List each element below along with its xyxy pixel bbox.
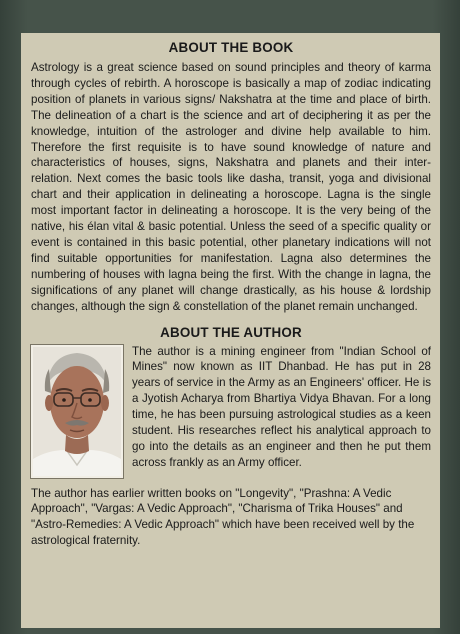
about-author-heading: ABOUT THE AUTHOR (160, 324, 302, 340)
about-book-text: Astrology is a great science based on sound principles and theory of karma through cycles of rebirth. A horoscope is basically a map of zodiac indicating position of planets in various signs/ Nakshatra at the time and place of birth. The delineation of a chart is the science and art of deciphering it as per the knowledge, intuition of the astrologer and divine help available to him. Therefore the first requisite is to have sound knowledge of nature and characteristics of houses, signs, Nakshatra and planets and their inter-relation. Next comes the basic tools like dasha, transit, yoga and divisional chart and their application in delineating a horoscope. Lagna is the single most important factor in delineating a horoscope. It is the very being of the native, his élan vital & basic potential. Unless the seed of a specific quality or event is contained in this basic potential, other planetary indications will not find suitable opportunities for manifestation. Lagna also determines the numbering of houses with lagna being the first. With the change in lagna, the significations of any planet will change drastically, as his house & lordship changes, although the sign & constellation of the planet remain unchanged. (31, 61, 431, 313)
author-photo (31, 345, 123, 478)
author-books-text: The author has earlier written books on "Longevity", "Prashna: A Vedic Approach", "Vargas: A Vedic Approach", "Charisma of Trika Houses" and "Astro-Remedies: A Vedic Approach" which have been received well by the astrological fraternity. (31, 486, 415, 548)
author-section (31, 344, 431, 478)
author-portrait-image (33, 347, 121, 476)
about-author-text: The author is a mining engineer from "Indian School of Mines" now known as IIT Dhanbad. He has put in 28 years of service in the Army as an Engineers' officer. He is a Jyotish Acharya from Bhartiya Vidya Bhavan. For a long time, he has been pursuing astrological studies as a keen student. His researches reflect his analytical approach to go into the details as an engineer and then he put them across frankly as an Army officer. (132, 344, 431, 469)
back-cover-panel (21, 33, 440, 628)
about-book-heading: ABOUT THE BOOK (168, 40, 294, 55)
